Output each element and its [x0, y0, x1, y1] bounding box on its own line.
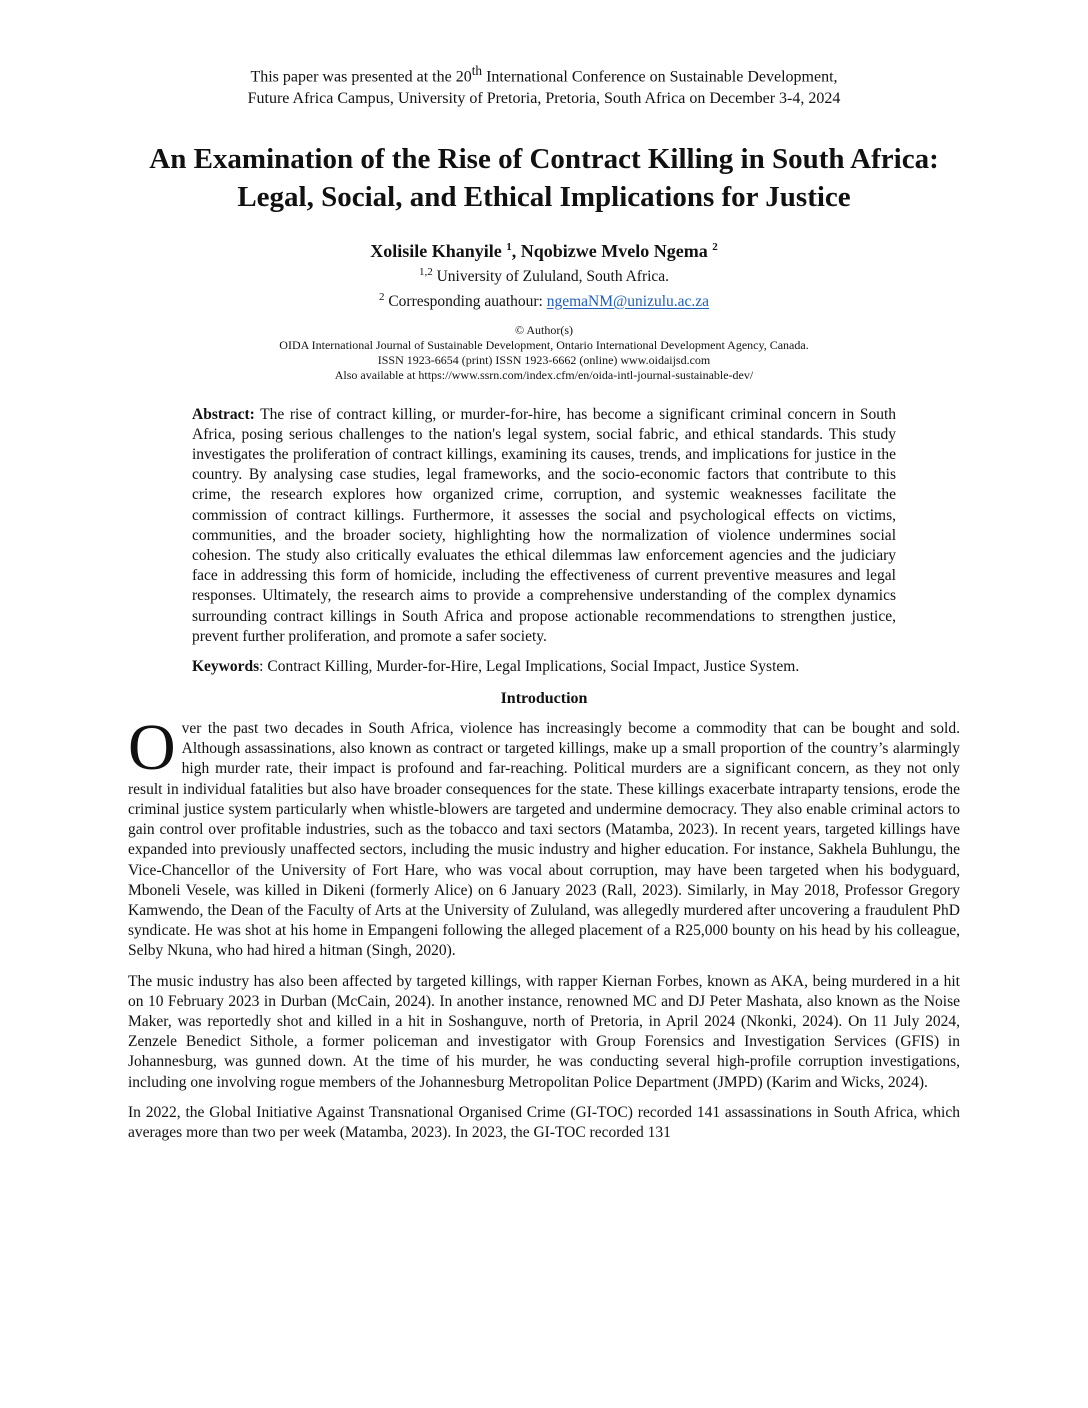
issn-line: ISSN 1923-6654 (print) ISSN 1923-6662 (online) www.oidaijsd.com [377, 352, 711, 367]
abstract [192, 405, 896, 647]
section-heading-introduction: Introduction [500, 690, 588, 708]
intro-paragraph-3: In 2022, the Global Initiative Against Transnational Organised Crime (GI-TOC) recorded 141 assassinations in South Africa, which averages more than two per week (Matamba, 2023). In 2023, the GI-TOC recorded 131 [128, 1103, 960, 1141]
author-1: Xolisile Khanyile [370, 241, 502, 262]
copyright-line: © Author(s) [514, 322, 574, 337]
corresponding-author: $^2$ Corresponding auathour: ngemaNM@unizulu.ac.za [378, 291, 710, 311]
publication-meta [128, 323, 960, 383]
abstract-label: Abstract: [192, 405, 255, 423]
corresponding-email-link[interactable]: ngemaNM@unizulu.ac.za [546, 293, 710, 311]
affiliation: $^{1,2}$ University of Zululand, South Africa. [418, 266, 670, 286]
drop-cap: O [128, 711, 176, 785]
intro-paragraph-2: The music industry has also been affected by targeted killings, with rapper Kiernan Forbes, known as AKA, being murdered in a hit on 10 February 2023 in Durban (McCain, 2024). In another instance, renowned MC and DJ Peter Mashata, also known as the Noise Maker, was reportedly shot and killed in a hit in Soshanguve, north of Pretoria, in April 2024 (Nkonki, 2024). On 11 July 2024, Zenzele Benedict Sithole, a former policeman and investigator with Group Forensics and Investigation Services (GFIS) in Johannesburg, was gunned down. At the time of his murder, he was conducting several high-profile corruption investigations, including one involving rogue members of the Johannesburg Metropolitan Police Department (JMPD) (Karim and Wicks, 2024). [128, 972, 960, 1091]
keywords-label: Keywords [192, 658, 260, 676]
conference-note [128, 60, 960, 110]
author-2: Nqobizwe Mvelo Ngema [520, 241, 708, 262]
paper-title: An Examination of the Rise of Contract Killing in South Africa: Legal, Social, and Ethical Implications for Justice [149, 143, 939, 214]
keywords [192, 657, 896, 677]
journal-line: OIDA International Journal of Sustainable Development, Ontario International Development Agency, Canada. [279, 337, 809, 352]
conference-note-line-2: Future Africa Campus, University of Pretoria, Pretoria, South Africa on December 3-4, 2024 [247, 90, 841, 108]
availability-line: Also available at https://www.ssrn.com/index.cfm/en/oida-intl-journal-sustainable-dev/ [334, 367, 754, 382]
author-list: Xolisile Khanyile $^1$, Nqobizwe Mvelo Ngema $^2$ [370, 241, 718, 262]
conference-note-line-1: This paper was presented at the 20th International Conference on Sustainable Development, [250, 63, 838, 86]
abstract-text: The rise of contract killing, or murder-for-hire, has become a significant criminal concern in South Africa, posing serious challenges to the nation's legal system, social fabric, and ethical standards. This study investigates the proliferation of contract killings, examining its causes, trends, and implications for justice in the country. By analysing case studies, legal frameworks, and the socio-economic factors that contribute to this crime, the research explores how organized crime, corruption, and systemic weaknesses facilitate the commission of contract killings. Furthermore, it assesses the social and psychological effects on victims, communities, and the broader society, highlighting how the normalization of violence undermines social cohesion. The study also critically evaluates the ethical dilemmas law enforcement agencies and the judiciary face in addressing this form of homicide, including the effectiveness of current preventive measures and legal responses. Ultimately, the research aims to provide a comprehensive understanding of the complex dynamics surrounding contract killings in South Africa and propose actionable recommendations to strengthen justice, prevent further proliferation, and promote a safer society. [192, 405, 896, 645]
intro-paragraph-1: Over the past two decades in South Africa, violence has increasingly become a commodity that can be bought and sold. Although assassinations, also known as contract or targeted killings, make up a small proportion of the country’s alarmingly high murder rate, their impact is profound and far-reaching. Political murders are a significant concern, as they not only result in individual fatalities but also have broader consequences for the state. These killings exacerbate intraparty tensions, erode the criminal justice system particularly when whistle-blowers are targeted and undermine democracy. They also enable criminal actors to gain control over profitable industries, such as the tobacco and taxi sectors (Matamba, 2023). In recent years, targeted killings have expanded into previously unaffected sectors, including the music industry and higher education. For instance, Sakhela Buhlungu, the Vice-Chancellor of the University of Fort Hare, who was vocal about corruption, may have been targeted when his bodyguard, Mboneli Vesele, was killed in Dikeni (formerly Alice) on 6 January 2023 (Rall, 2023). Similarly, in May 2018, Professor Gregory Kamwendo, the Dean of the Faculty of Arts at the University of Zululand, was allegedly murdered after uncovering a fraudulent PhD syndicate. He was shot at his home in Empangeni following the alleged placement of a R25,000 bounty on his head by his colleague, Selby Nkuna, who had hired a hitman (Singh, 2020). [128, 711, 960, 960]
keywords-text: : Contract Killing, Murder-for-Hire, Legal Implications, Social Impact, Justice System. [259, 658, 800, 676]
